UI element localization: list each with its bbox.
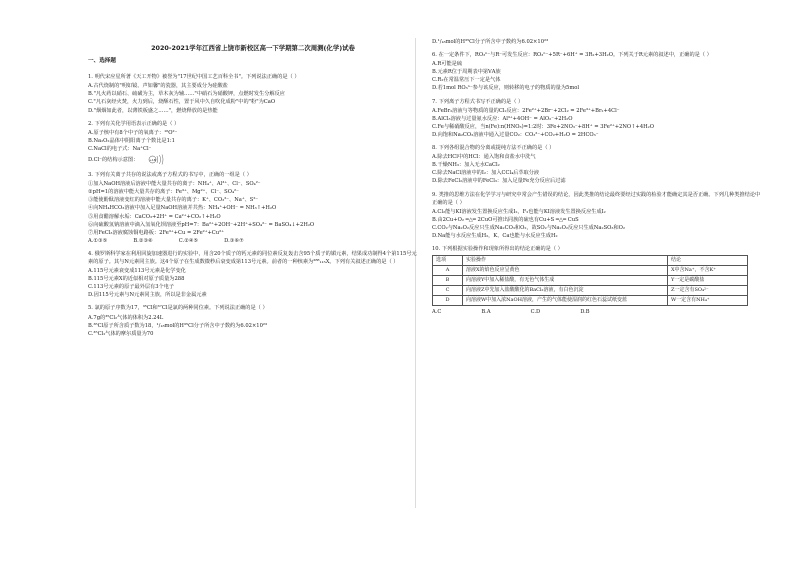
- option-b: B.AlCl₃溶液与过量氨水反应：Al³⁺+4OH⁻ = AlO₂⁻+2H₂O: [432, 115, 573, 122]
- choice-a: A.①③⑤: [88, 237, 108, 244]
- option-d: D.向饱和Na₂CO₃溶液中通入过量CO₂：CO₃²⁻+CO₂+H₂O = 2HCO₃⁻: [432, 131, 599, 138]
- row-operation: 溶液X的焰色反应呈黄色: [463, 266, 668, 276]
- question-2: [88, 120, 418, 166]
- statement-6: ⑥向硫酸氢钠溶液中滴入氢氧化钡溶液至pH=7：Ba²⁺+2OH⁻+2H⁺+SO₄²⁻ = BaSO₄↓+2H₂O: [88, 221, 315, 228]
- option-a: A.原子核中有8个中子的氧离子：¹⁶O²⁻: [88, 129, 178, 136]
- statement-5: ⑤用食醋溶解水垢：CaCO₃+2H⁺ = Ca²⁺+CO₂↑+H₂O: [88, 213, 221, 220]
- option-a: A.7g的³⁵Cl₂气体的体积为2.24L: [88, 314, 164, 321]
- row-operation: 向溶液Y中加入稀盐酸，有无色气体生成: [463, 276, 668, 286]
- question-8: [432, 144, 762, 185]
- choice-d: D.B: [580, 309, 590, 316]
- question-stem: 7. 下列离子方程式书写不正确的是（ ）: [432, 98, 524, 105]
- option-a: A.Cl₂能与KI溶液发生置换反应生成I₂，F₂也能与KI溶液发生置换反应生成I₂: [432, 208, 606, 215]
- statement-2: ②pH=1的溶液中能大量共存的离子：Fe³⁺、Mg²⁺、Cl⁻、SO₄²⁻: [88, 189, 239, 196]
- option-c: C.³⁵Cl₂气体的摩尔质量为70: [88, 330, 154, 337]
- nucleus-charge-label: +18: [149, 157, 156, 162]
- choice-c: C.②④⑤: [178, 237, 199, 244]
- section-heading: 一、选择题: [88, 58, 116, 65]
- option-d: D.因115号元素与N元素同主族，所以是非金属元素: [88, 292, 207, 299]
- option-a: A.FeBr₂溶液与等物质的量的Cl₂反应：2Fe²⁺+2Br⁻+2Cl₂ = 2Fe³⁺+Br₂+4Cl⁻: [432, 107, 620, 114]
- option-b: B.Na₂O₂晶体中阴阳离子个数比是1:1: [88, 137, 175, 144]
- experiment-table: [432, 255, 748, 306]
- row-label: A: [433, 266, 463, 276]
- row-conclusion: Y一定是碳酸盐: [668, 276, 748, 286]
- option-c: C.Fe与稀硝酸反应，当n(Fe):n(HNO₃)=1:2时：3Fe+2NO₃⁻+8H⁺ = 3Fe²⁺+2NO↑+4H₂O: [432, 123, 654, 130]
- question-3: [88, 171, 418, 245]
- header-option: 选项: [433, 256, 463, 266]
- option-c: C.R₂在常温常压下一定是气体: [432, 77, 501, 84]
- question-stem: 2. 下列有关化学用语表示正确的是（ ）: [88, 120, 180, 127]
- choice-row: [88, 237, 418, 245]
- statement-4: ④向NH₄HCO₃溶液中加入足量NaOH溶液并共热：NH₄⁺+OH⁻ = NH₃↑+H₂O: [88, 205, 277, 212]
- question-stem: 8. 下列各组混合物的分离或提纯方法不正确的是（ ）: [432, 145, 555, 152]
- question-stem: 5. 氯的原子序数为17，³⁵Cl和³⁷Cl是氯的两种同位素。下列说法正确的是（ ）: [88, 305, 268, 312]
- question-5: [88, 304, 418, 337]
- option-b: B.元素R位于周期表中第ⅤA族: [432, 69, 501, 76]
- option-a: A.R可能是硫: [432, 61, 463, 68]
- option-b: B.干燥NH₃：加入无水CaCl₂: [432, 162, 500, 169]
- option-d: D.Na能与水反应生成H₂，K、Ca也能与水反应生成H₂: [432, 232, 558, 239]
- option-c: C.113号元素的原子最外层有3个电子: [88, 284, 175, 291]
- shell-arc-3: [162, 155, 163, 165]
- option-c: C."凡石灰经火焚，火力到后，烧酥石性，置于风中久自吹化成粉"中的"粉"为CaO: [88, 99, 276, 106]
- statement-3: ③能使酚酞溶液变红的溶液中能大量共存的离子：K⁺、CO₃²⁻、Na⁺、S²⁻: [88, 197, 259, 204]
- question-5-continued: [432, 38, 762, 46]
- option-b: B."凡火药以硝石、硫磺为主，草木灰为辅……"中硝石为硝酸钾，点燃时发生分解反应: [88, 91, 285, 98]
- row-operation: 向溶液W中加入浓NaOH溶液，产生的气体能使湿润的红色石蕊试纸变蓝: [463, 296, 668, 306]
- table-row: [433, 266, 748, 276]
- question-6: [432, 51, 762, 92]
- option-a: A.除去HCl中的HCl：通入饱和食盐水中洗气: [432, 154, 536, 161]
- row-operation: 向溶液Z中先加入盐酸酸化的BaCl₂溶液，有白色沉淀: [463, 286, 668, 296]
- choice-b: B.②③⑥: [133, 237, 153, 244]
- row-conclusion: X中含Na⁺，不含K⁺: [668, 266, 748, 276]
- right-column: [432, 38, 762, 321]
- choice-a: A.C: [432, 309, 442, 316]
- table-row: [433, 276, 748, 286]
- question-stem: 4. 俄罗斯科学家在利用回旋加速器进行的实验中，用含20个质子的钙元素的同位素反复轰击含95个质子的镅元素，结果成功制得4个第115号元素的原子。其与N元素同主族。这4个原子在生成数微秒后衰变成第113号元素。前者的一种核素为²⁸⁸₁₁₅X。下列有关叙述正确的是（ ）: [88, 250, 417, 265]
- table-row: [433, 296, 748, 306]
- chloride-ion-structure-diagram: [148, 153, 165, 166]
- option-c: C.NaCl的电子式：Na⁺Cl⁻: [88, 145, 152, 152]
- option-d: D."烟烟如此者，以薄铁板盛之……"，燃烧释放的是热能: [88, 107, 218, 114]
- question-stem: 10. 下列根据实验操作和现象所得出的结论正确的是（ ）: [432, 246, 563, 253]
- question-7: [432, 98, 762, 139]
- option-c: C.CO₂与Na₂O₂反应只生成Na₂CO₃和O₂，故SO₂与Na₂O₂反应只生成Na₂SO₃和O₂: [432, 224, 625, 231]
- option-d: [88, 153, 418, 166]
- choice-row: [432, 308, 762, 316]
- option-a: A.古代烧制的"明如镜、声如馨"的瓷器，其主要成分为硅酸盐: [88, 83, 228, 90]
- row-conclusion: Z一定含有SO₄²⁻: [668, 286, 748, 296]
- option-d-text: D.Cl⁻的结构示意图：: [88, 157, 139, 164]
- shell-arc-2: [159, 155, 160, 164]
- header-operation: 实验操作: [463, 256, 668, 266]
- question-10: [432, 245, 762, 316]
- header-conclusion: 结论: [668, 256, 748, 266]
- table-header-row: [433, 256, 748, 266]
- question-9: [432, 191, 762, 241]
- option-b: B.115号元素X的近似相对原子质量为288: [88, 276, 185, 283]
- option-d: D.¹/₁₈mol的H³⁵Cl分子所含中子数约为6.02×10²³: [432, 39, 549, 45]
- question-stem: 9. 类推的思维方法在化学学习与研究中常会产生错误的结论，因此类推的结论最终要经过实践的检验才能确定其是否正确。下列几种类推结论中正确的是（ ）: [432, 191, 761, 206]
- shell-arc-1: [157, 156, 158, 163]
- row-label: D: [433, 296, 463, 306]
- question-stem: 6. 在一定条件下，RO₃ⁿ⁻与R⁻可发生反应：RO₃ⁿ⁻+5R⁻+6H⁺ = 3R₂+3H₂O。下列关于R元素的叙述中，正确的是（ ）: [432, 52, 712, 59]
- choice-c: C.D: [530, 309, 541, 316]
- document-title: 2020-2021学年江西省上饶市新校区高一下学期第二次周测(化学)试卷: [151, 44, 355, 52]
- choice-b: B.A: [481, 309, 491, 316]
- table-row: [433, 286, 748, 296]
- question-stem: 1. 明代宋应星所著《天工开物》被誉为"17世纪中国工艺百科全书"。下列说法正确的是（ ）: [88, 74, 300, 81]
- option-d: D.除去FeCl₂溶液中的FeCl₃：加入足量Fe充分反应后过滤: [432, 178, 566, 185]
- question-1: [88, 73, 418, 114]
- question-stem: 3. 下列有关离子共存的说法或离子方程式的书写中，正确的一组是（ ）: [88, 172, 252, 179]
- statement-7: ⑦用FeCl₃溶液腐蚀铜电路板：2Fe³⁺+Cu = 2Fe²⁺+Cu²⁺: [88, 229, 224, 236]
- choice-d: D.③⑥⑦: [224, 237, 244, 244]
- statement-1: ①加入NaOH溶液后溶液中能大量共存的离子：NH₄⁺、Al³⁺、Cl⁻、SO₄²⁻: [88, 181, 261, 188]
- option-a: A.115号元素衰变成113号元素是化学变化: [88, 268, 186, 275]
- option-d: D.若1mol RO₃ⁿ⁻参与该反应，则转移的电子的物质的量为5mol: [432, 85, 580, 92]
- row-label: B: [433, 276, 463, 286]
- option-b: B.³⁵Cl原子所含质子数为18，¹/₁₈mol的H³⁵Cl分子所含中子数约为6.02×10²³: [88, 322, 268, 329]
- row-conclusion: W一定含有NH₄⁺: [668, 296, 748, 306]
- left-column: [88, 38, 418, 343]
- row-label: C: [433, 286, 463, 296]
- option-b: B.由2Cu+O₂ ═△═ 2CuO可推出同族的硫也有Cu+S ═△═ CuS: [432, 216, 579, 223]
- option-c: C.除去NaCl溶液中的I₂：加入CCl₄后萃取分液: [432, 170, 540, 177]
- question-4: [88, 250, 418, 300]
